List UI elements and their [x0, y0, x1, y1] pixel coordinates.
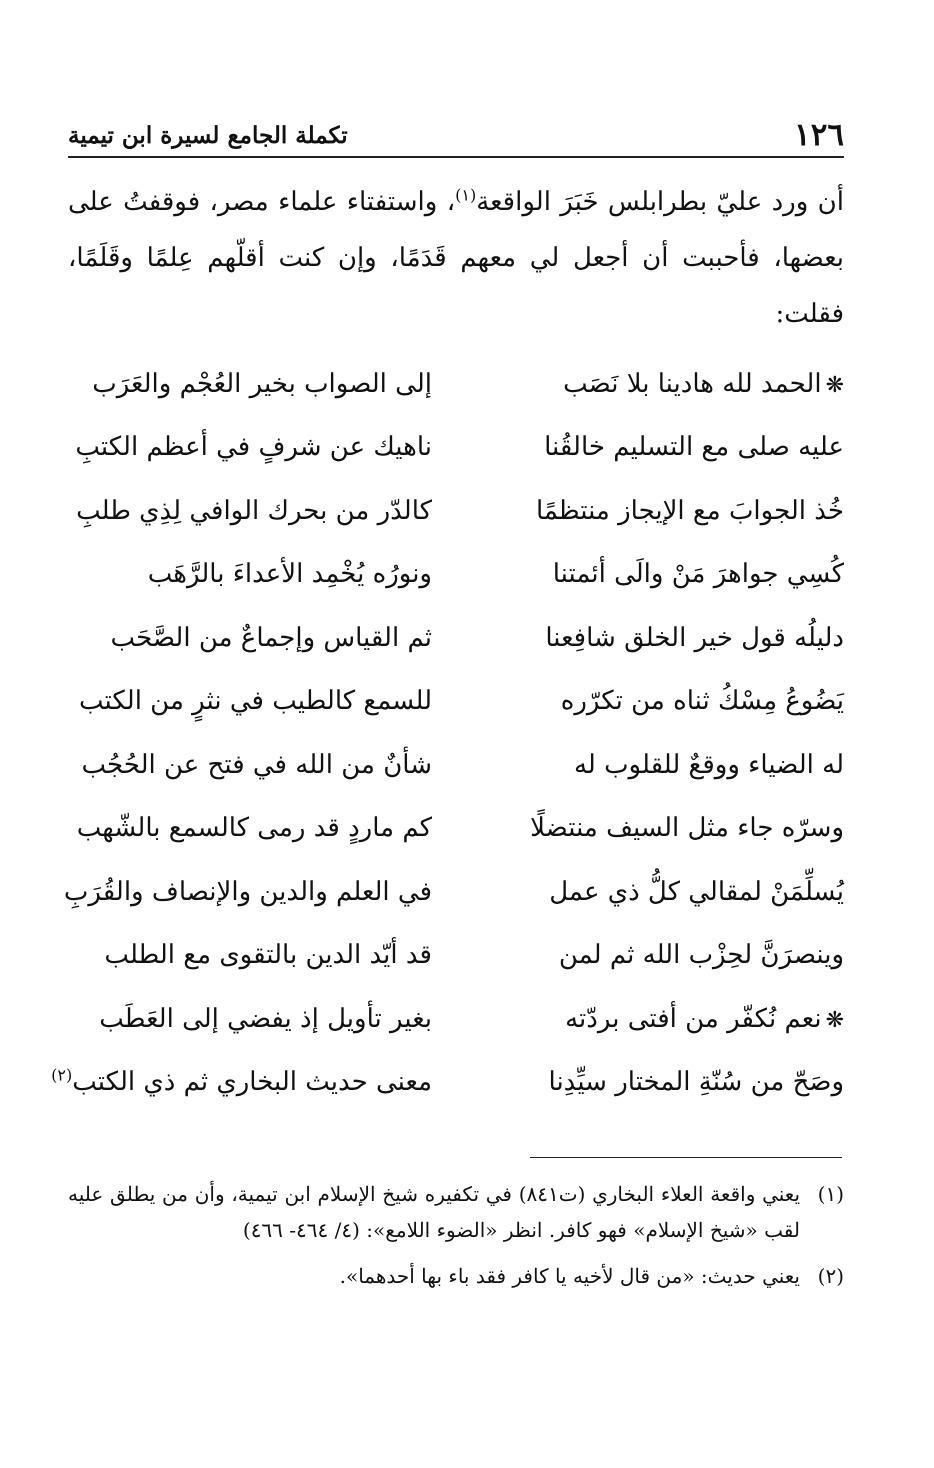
footnote-2: [68, 1258, 844, 1294]
verse: [51, 1051, 844, 1115]
verse-first-hemistich: يُسلِّمَنْ لمقالي كلُّ ذي عمل: [549, 876, 844, 907]
verse: [68, 987, 844, 1051]
footnote-number: (٢): [817, 1264, 844, 1288]
footnote-number: (١): [817, 1182, 844, 1206]
verse: [68, 797, 844, 861]
verse-first-hemistich: وينصرَنَّ لحِزْب الله ثم لمن: [558, 940, 844, 971]
verse: [68, 352, 844, 416]
intro-text-start: أن ورد عليّ بطرابلس خَبَرَ الواقعة: [476, 187, 844, 217]
verse: [68, 416, 844, 480]
star-marker: ❋: [825, 1007, 844, 1033]
footnote-ref-2[interactable]: (٢): [51, 1065, 73, 1085]
star-marker: ❋: [825, 372, 844, 398]
intro-paragraph: [68, 174, 844, 342]
running-title: تكملة الجامع لسيرة ابن تيمية: [68, 121, 348, 149]
verse-first-hemistich: [480, 369, 844, 399]
footnote-text: يعني حديث: «من قال لأخيه يا كافر فقد باء بها أحدهما».: [339, 1264, 800, 1288]
verse-second-hemistich: شأنٌ من الله في فتح عن الحُجُب: [81, 749, 432, 780]
page-number: ١٢٦: [794, 117, 844, 153]
verse: [68, 479, 844, 543]
verse-second-hemistich: قد أيّد الدين بالتقوى مع الطلب: [104, 940, 432, 971]
verse-first-hemistich: كُسِي جواهرَ مَنْ والَى أئمتنا: [552, 559, 844, 590]
intro-text: [68, 174, 844, 342]
verse-first-hemistich: دليلُه قول خير الخلق شافِعنا: [545, 622, 844, 653]
verse: [68, 543, 844, 607]
verse-second-hemistich: ونورُه يُخْمِد الأعداءَ بالرَّهَب: [147, 559, 432, 590]
verse-second-hemistich: في العلم والدين والإنصاف والقُرَبِ: [63, 876, 432, 907]
footnotes: [68, 1176, 844, 1304]
verse-first-hemistich: عليه صلى مع التسليم خالقُنا: [544, 432, 844, 463]
verse-first-hemistich: خُذ الجوابَ مع الإيجاز منتظمًا: [535, 495, 844, 526]
verse-second-hemistich: [51, 1065, 432, 1098]
verse-second-hemistich: ناهيك عن شرفٍ في أعظم الكتبِ: [75, 432, 432, 463]
hemistich-text: معنى حديث البخاري ثم ذي الكتب: [72, 1067, 432, 1098]
verse: [68, 670, 844, 734]
verse: [68, 606, 844, 670]
verse-first-hemistich: وصَحّ من سُنّةِ المختار سيِّدِنا: [548, 1067, 844, 1098]
verse: [68, 733, 844, 797]
footnote-ref-1[interactable]: (١): [455, 185, 477, 205]
poem: [51, 352, 844, 1114]
verse-second-hemistich: كم ماردٍ قد رمى كالسمع بالشّهب: [76, 813, 432, 844]
verse-second-hemistich: للسمع كالطيب في نثرٍ من الكتب: [79, 686, 432, 717]
verse: [68, 924, 844, 988]
verse: [63, 860, 844, 924]
hemistich-text: الحمد لله هادينا بلا نَصَب: [563, 368, 822, 399]
verse-first-hemistich: وسرّه جاء مثل السيف منتضلًا: [530, 813, 844, 844]
verse-first-hemistich: يَضُوعُ مِسْكُ ثناه من تكرّره: [560, 686, 844, 717]
hemistich-text: نعم نُكفّر من أفتى بردّته: [565, 1003, 822, 1034]
header-rule: [68, 156, 844, 158]
verse-second-hemistich: بغير تأويل إذ يفضي إلى العَطَب: [99, 1003, 432, 1034]
verse-second-hemistich: ثم القياس وإجماعٌ من الصَّحَب: [110, 622, 432, 653]
footnote-separator: [530, 1157, 842, 1158]
intro-text-end: ، واستفتاء علماء مصر، فوقفتُ على بعضها، فأحببت أن أجعل لي معهم قَدَمًا، وإن كنت أقلّهم عِلمًا وقَلَمًا، فقلت:: [68, 187, 844, 329]
footnote-1: [68, 1176, 844, 1248]
footnote-text: يعني واقعة العلاء البخاري (ت٨٤١) في تكفيره شيخ الإسلام ابن تيمية، وأن من يطلق عليه لقب «شيخ الإسلام» فهو كافر. انظر «الضوء اللامع»: (٤/ ٤٦٤- ٤٦٦): [68, 1182, 801, 1242]
verse-first-hemistich: [480, 1004, 844, 1034]
verse-second-hemistich: كالدّر من بحرك الوافي لِذِي طلبِ: [76, 495, 432, 526]
verse-second-hemistich: إلى الصواب بخير العُجْم والعَرَب: [92, 368, 432, 399]
verse-first-hemistich: له الضياء ووقعٌ للقلوب له: [573, 749, 844, 780]
page-header: [68, 118, 844, 152]
